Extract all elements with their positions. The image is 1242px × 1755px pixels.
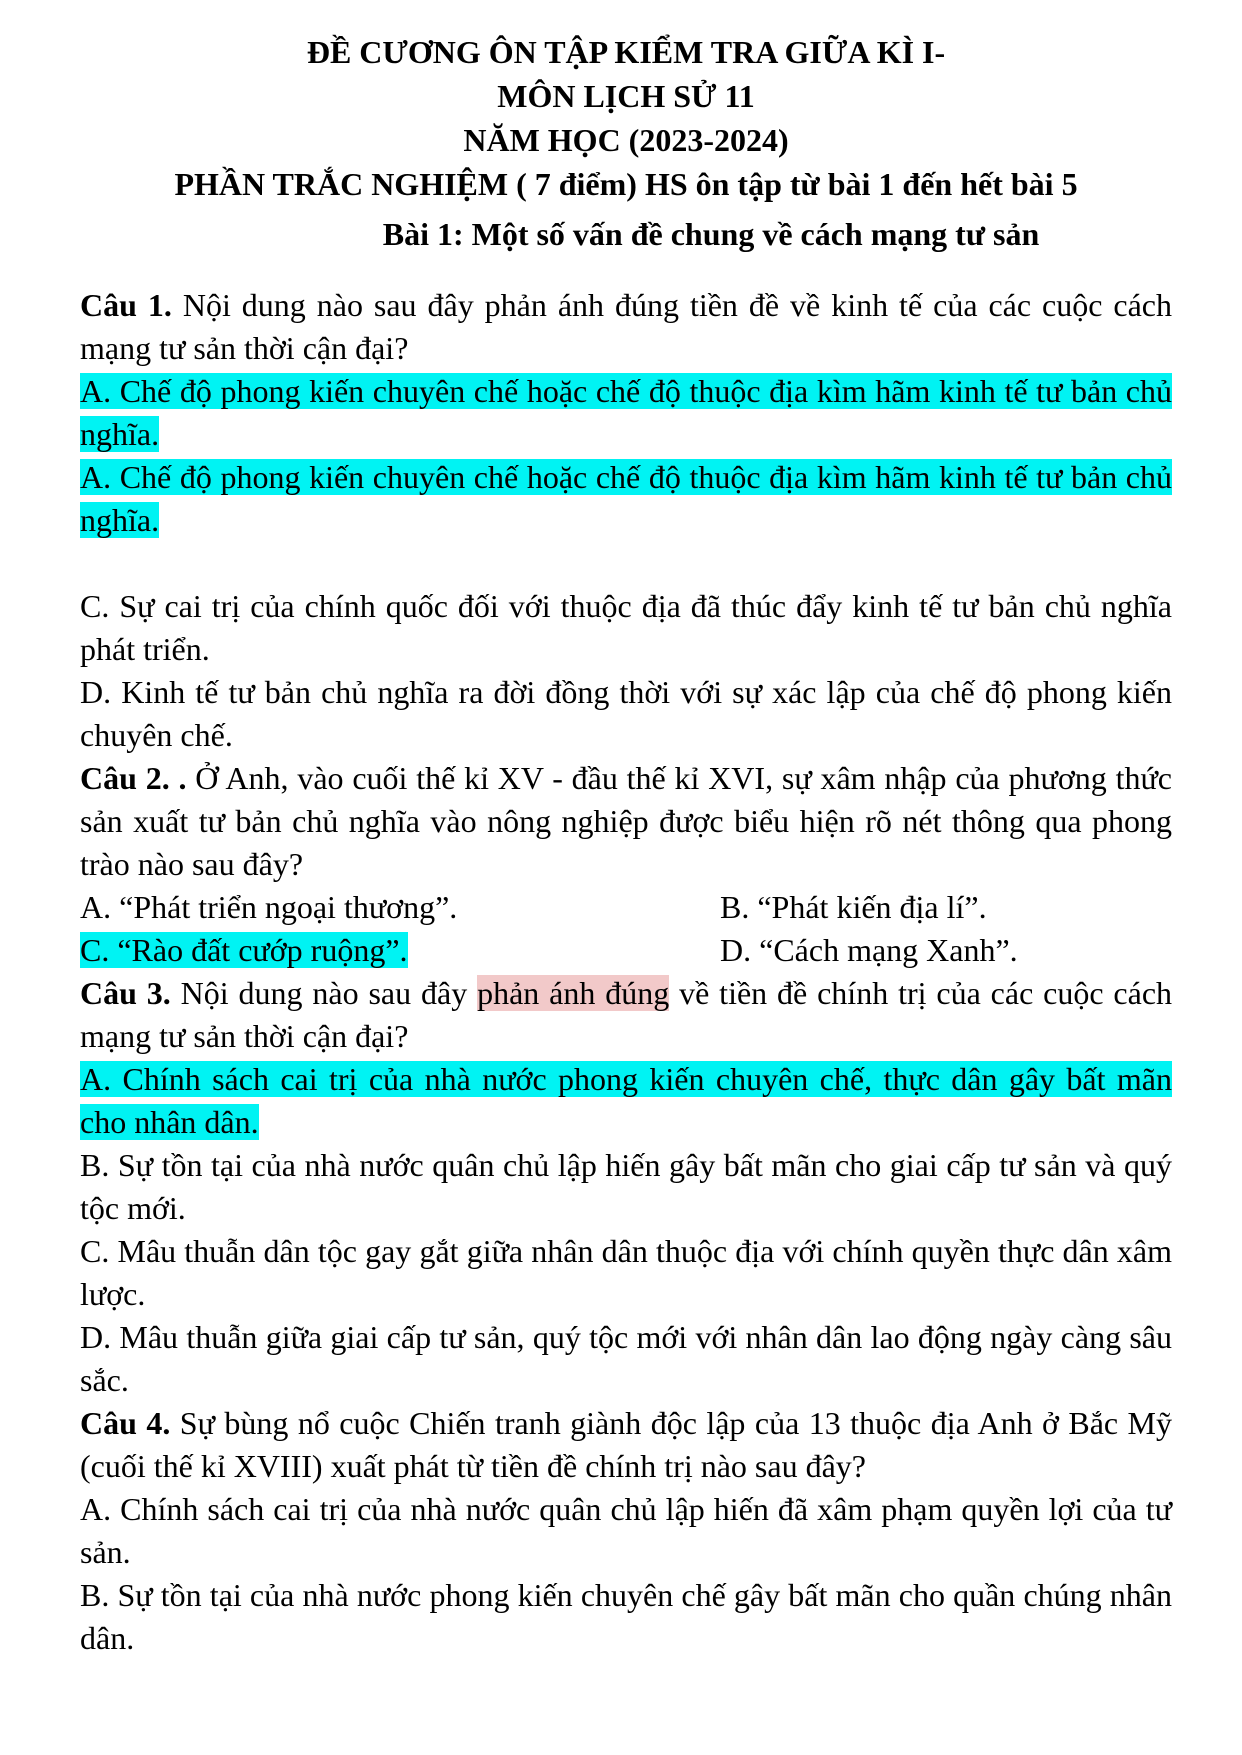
highlighted-answer: A. Chế độ phong kiến chuyên chế hoặc chế độ thuộc địa kìm hãm kinh tế tư bản chủ nghĩa. [80,373,1172,452]
highlighted-answer: A. Chính sách cai trị của nhà nước phong kiến chuyên chế, thực dân gây bất mãn cho nhân dân. [80,1061,1172,1140]
question-1-option-d: D. Kinh tế tư bản chủ nghĩa ra đời đồng thời với sự xác lập của chế độ phong kiến chuyên chế. [80,674,1172,753]
question-2-options-row-2 [80,929,1172,972]
question-4-text: Sự bùng nổ cuộc Chiến tranh giành độc lập của 13 thuộc địa Anh ở Bắc Mỹ (cuối thế kỉ XVIII) xuất phát từ tiền đề chính trị nào sau đây? [80,1405,1173,1484]
question-2-option-b: B. “Phát kiến địa lí”. [720,889,987,925]
question-4-option-a: A. Chính sách cai trị của nhà nước quân chủ lập hiến đã xâm phạm quyền lợi của tư sản. [80,1491,1172,1570]
question-1-option-a-duplicate [80,456,1172,542]
highlighted-answer: C. “Rào đất cướp ruộng”. [80,932,408,968]
header-subject: MÔN LỊCH SỬ 11 [497,78,755,114]
header-section: PHẦN TRẮC NGHIỆM ( 7 điểm) HS ôn tập từ bài 1 đến hết bài 5 [174,166,1078,202]
blank-line [80,542,1172,585]
question-1-label: Câu 1. [80,287,172,323]
highlighted-answer: A. Chế độ phong kiến chuyên chế hoặc chế độ thuộc địa kìm hãm kinh tế tư bản chủ nghĩa. [80,459,1172,538]
question-1-text: Nội dung nào sau đây phản ánh đúng tiền đề về kinh tế của các cuộc cách mạng tư sản thời cận đại? [80,287,1173,366]
document-header [80,30,1172,256]
header-school-year: NĂM HỌC (2023-2024) [463,122,789,158]
question-2-text: Ở Anh, vào cuối thế kỉ XV - đầu thế kỉ XVI, sự xâm nhập của phương thức sản xuất tư bản chủ nghĩa vào nông nghiệp được biểu hiện rõ nét thông qua phong trào nào sau đây? [80,760,1173,882]
lesson-title: Bài 1: Một số vấn đề chung về cách mạng tư sản [382,216,1040,252]
question-4-option-b: B. Sự tồn tại của nhà nước phong kiến chuyên chế gây bất mãn cho quần chúng nhân dân. [80,1577,1172,1656]
question-3-text-pre: Nội dung nào sau đây [170,975,478,1011]
question-2-options-row-1 [80,886,1172,929]
question-3-highlighted-phrase: phản ánh đúng [477,975,670,1011]
question-3-option-d: D. Mâu thuẫn giữa giai cấp tư sản, quý tộc mới với nhân dân lao động ngày càng sâu sắc. [80,1319,1172,1398]
question-2-option-a: A. “Phát triển ngoại thương”. [80,889,458,925]
question-3-text-post: về tiền đề chính trị của các cuộc cách mạng tư sản thời cận đại? [80,975,1173,1054]
document-body [80,284,1172,1660]
question-2-option-d: D. “Cách mạng Xanh”. [720,932,1018,968]
question-3-option-b: B. Sự tồn tại của nhà nước quân chủ lập hiến gây bất mãn cho giai cấp tư sản và quý tộc mới. [80,1147,1172,1226]
question-2-option-c [80,929,720,972]
question-4 [80,1402,1172,1488]
question-3-option-a [80,1058,1172,1144]
question-2-label: Câu 2. . [80,760,187,796]
question-4-label: Câu 4. [80,1405,171,1441]
question-1 [80,284,1172,370]
question-1-option-c: C. Sự cai trị của chính quốc đối với thuộc địa đã thúc đẩy kinh tế tư bản chủ nghĩa phát triển. [80,588,1172,667]
question-1-option-a [80,370,1172,456]
question-2 [80,757,1172,886]
question-3-label: Câu 3. [80,975,171,1011]
question-3-option-c: C. Mâu thuẫn dân tộc gay gắt giữa nhân dân thuộc địa với chính quyền thực dân xâm lược. [80,1233,1172,1312]
header-title: ĐỀ CƯƠNG ÔN TẬP KIỂM TRA GIỮA KÌ I- [306,34,946,70]
question-3 [80,972,1172,1058]
